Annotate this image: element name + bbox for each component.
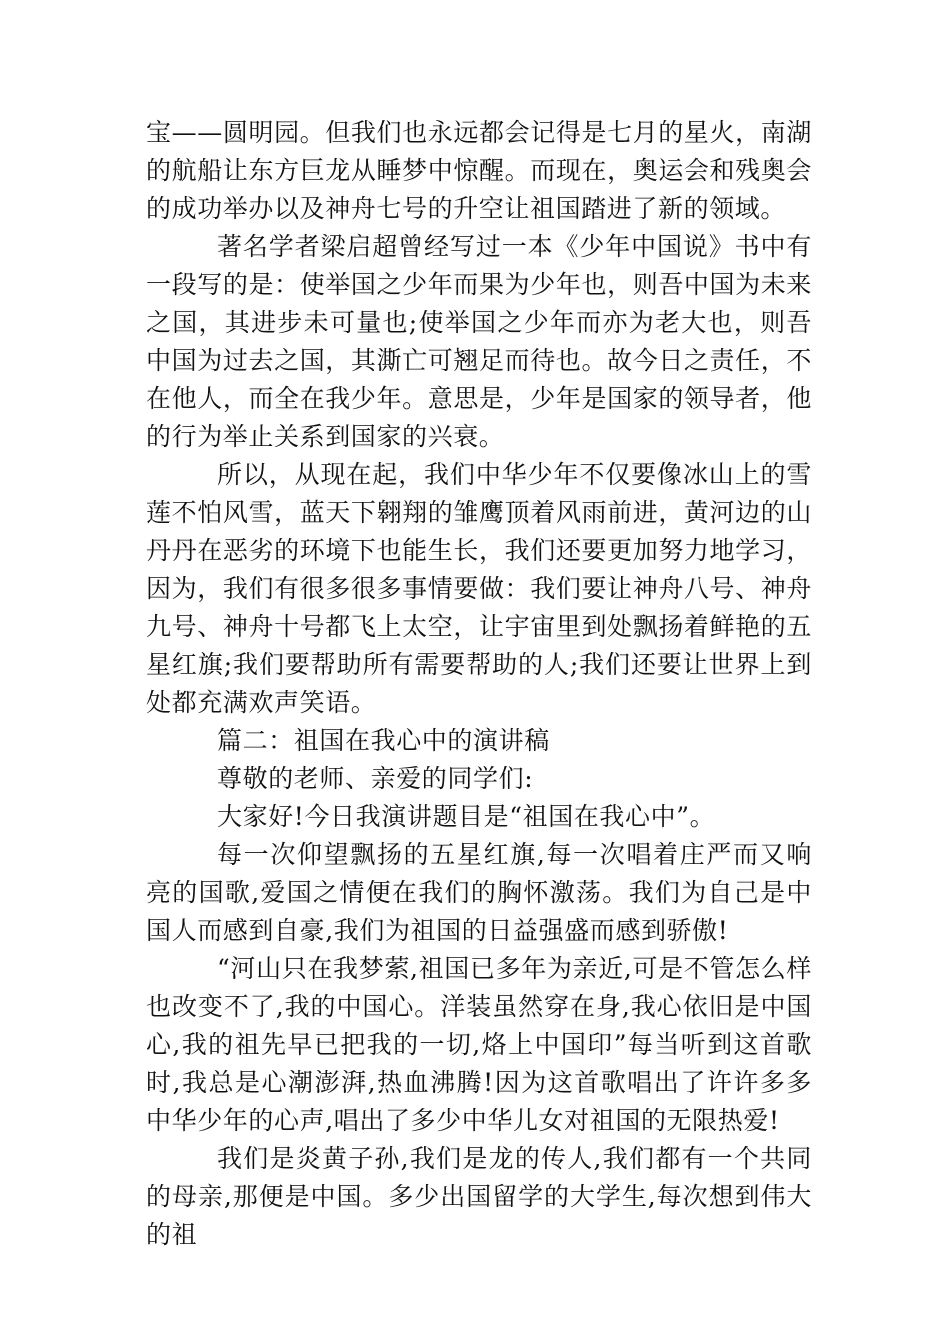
paragraph-2: 著名学者梁启超曾经写过一本《少年中国说》书中有一段写的是：使举国之少年而果为少年也，则吾中国为未来之国，其进步未可量也;使举国之少年而亦为老大也，则吾中国为过去之国，其澌亡可翘足而待也。故今日之责任，不在他人，而全在我少年。意思是，少年是国家的领导者，他的行为举止关系到国家的兴衰。 [146,232,812,451]
paragraph-1: 宝——圆明园。但我们也永远都会记得是七月的星火，南湖的航船让东方巨龙从睡梦中惊醒。而现在，奥运会和残奥会的成功举办以及神舟七号的升空让祖国踏进了新的领域。 [146,118,812,223]
paragraph-3: 所以，从现在起，我们中华少年不仅要像冰山上的雪莲不怕风雪，蓝天下翱翔的雏鹰顶着风雨前进，黄河边的山丹丹在恶劣的环境下也能生长，我们还要更加努力地学习，因为，我们有很多很多事情要做：我们要让神舟八号、神舟九号、神舟十号都飞上太空，让宇宙里到处飘扬着鲜艳的五星红旗;我们要帮助所有需要帮助的人;我们还要让世界上到处都充满欢声笑语。 [146,460,812,717]
document-body [146,114,812,1254]
paragraph-6: 我们是炎黄子孙,我们是龙的传人,我们都有一个共同的母亲,那便是中国。多少出国留学的大学生,每次想到伟大的祖 [146,1144,812,1249]
salutation: 尊敬的老师、亲爱的同学们: [217,764,534,793]
paragraph-4: 每一次仰望飘扬的五星红旗,每一次唱着庄严而又响亮的国歌,爱国之情便在我们的胸怀激荡。我们为自己是中国人而感到自豪,我们为祖国的日益强盛而感到骄傲! [146,840,812,945]
paragraph-5: “河山只在我梦萦,祖国已多年为亲近,可是不管怎么样也改变不了,我的中国心。洋装虽然穿在身,我心依旧是中国心,我的祖先早已把我的一切,烙上中国印”每当听到这首歌时,我总是心潮澎湃,热血沸腾!因为这首歌唱出了许许多多中华少年的心声,唱出了多少中华儿女对祖国的无限热爱! [146,954,812,1135]
section-heading: 篇二：祖国在我心中的演讲稿 [217,726,550,755]
greeting: 大家好!今日我演讲题目是“祖国在我心中”。 [217,802,716,831]
